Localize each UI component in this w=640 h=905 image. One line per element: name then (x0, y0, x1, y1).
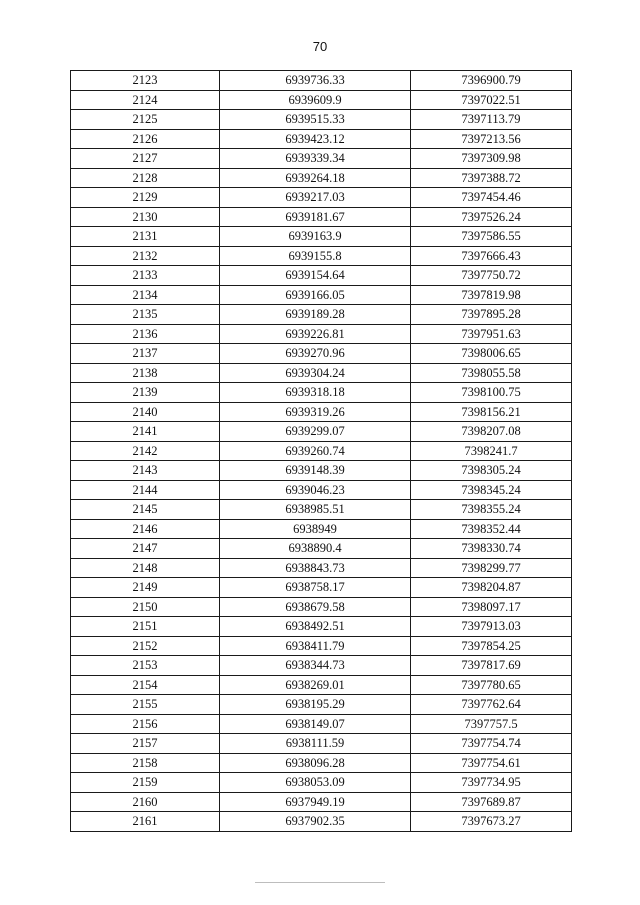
table-row (71, 344, 572, 364)
y-coordinate-cell: 7397854.25 (411, 636, 572, 656)
x-coordinate-cell: 6938195.29 (220, 695, 411, 715)
table-row (71, 519, 572, 539)
x-coordinate-cell: 6939154.64 (220, 266, 411, 286)
point-number-cell: 2149 (71, 578, 220, 598)
point-number-cell: 2144 (71, 480, 220, 500)
table-row (71, 773, 572, 793)
point-number-cell: 2123 (71, 71, 220, 91)
table-row (71, 753, 572, 773)
x-coordinate-cell: 6938890.4 (220, 539, 411, 559)
table-row (71, 246, 572, 266)
x-coordinate-cell: 6938758.17 (220, 578, 411, 598)
y-coordinate-cell: 7397586.55 (411, 227, 572, 247)
point-number-cell: 2161 (71, 812, 220, 832)
x-coordinate-cell: 6939181.67 (220, 207, 411, 227)
x-coordinate-cell: 6939155.8 (220, 246, 411, 266)
point-number-cell: 2134 (71, 285, 220, 305)
point-number-cell: 2152 (71, 636, 220, 656)
x-coordinate-cell: 6938269.01 (220, 675, 411, 695)
y-coordinate-cell: 7398100.75 (411, 383, 572, 403)
x-coordinate-cell: 6939423.12 (220, 129, 411, 149)
y-coordinate-cell: 7397309.98 (411, 149, 572, 169)
y-coordinate-cell: 7397113.79 (411, 110, 572, 130)
x-coordinate-cell: 6938111.59 (220, 734, 411, 754)
x-coordinate-cell: 6938053.09 (220, 773, 411, 793)
x-coordinate-cell: 6939304.24 (220, 363, 411, 383)
point-number-cell: 2130 (71, 207, 220, 227)
table-row (71, 129, 572, 149)
table-row (71, 207, 572, 227)
table-row (71, 812, 572, 832)
table-row (71, 422, 572, 442)
y-coordinate-cell: 7398330.74 (411, 539, 572, 559)
y-coordinate-cell: 7398204.87 (411, 578, 572, 598)
y-coordinate-cell: 7398299.77 (411, 558, 572, 578)
point-number-cell: 2135 (71, 305, 220, 325)
x-coordinate-cell: 6938411.79 (220, 636, 411, 656)
point-number-cell: 2158 (71, 753, 220, 773)
y-coordinate-cell: 7397750.72 (411, 266, 572, 286)
table-row (71, 714, 572, 734)
table-row (71, 461, 572, 481)
y-coordinate-cell: 7396900.79 (411, 71, 572, 91)
table-row (71, 383, 572, 403)
point-number-cell: 2150 (71, 597, 220, 617)
x-coordinate-cell: 6939318.18 (220, 383, 411, 403)
point-number-cell: 2140 (71, 402, 220, 422)
x-coordinate-cell: 6939736.33 (220, 71, 411, 91)
y-coordinate-cell: 7397526.24 (411, 207, 572, 227)
x-coordinate-cell: 6938149.07 (220, 714, 411, 734)
y-coordinate-cell: 7397817.69 (411, 656, 572, 676)
table-row (71, 558, 572, 578)
table-row (71, 734, 572, 754)
table-row (71, 578, 572, 598)
x-coordinate-cell: 6939264.18 (220, 168, 411, 188)
point-number-cell: 2126 (71, 129, 220, 149)
coordinates-table (70, 70, 572, 832)
y-coordinate-cell: 7397213.56 (411, 129, 572, 149)
point-number-cell: 2139 (71, 383, 220, 403)
point-number-cell: 2159 (71, 773, 220, 793)
point-number-cell: 2127 (71, 149, 220, 169)
y-coordinate-cell: 7397454.46 (411, 188, 572, 208)
x-coordinate-cell: 6939226.81 (220, 324, 411, 344)
x-coordinate-cell: 6938096.28 (220, 753, 411, 773)
point-number-cell: 2124 (71, 90, 220, 110)
x-coordinate-cell: 6939339.34 (220, 149, 411, 169)
x-coordinate-cell: 6939515.33 (220, 110, 411, 130)
table-row (71, 656, 572, 676)
table-row (71, 441, 572, 461)
y-coordinate-cell: 7397673.27 (411, 812, 572, 832)
point-number-cell: 2136 (71, 324, 220, 344)
point-number-cell: 2138 (71, 363, 220, 383)
x-coordinate-cell: 6939270.96 (220, 344, 411, 364)
x-coordinate-cell: 6938949 (220, 519, 411, 539)
y-coordinate-cell: 7397388.72 (411, 168, 572, 188)
point-number-cell: 2128 (71, 168, 220, 188)
bottom-divider (255, 882, 385, 883)
point-number-cell: 2155 (71, 695, 220, 715)
table-row (71, 266, 572, 286)
x-coordinate-cell: 6938679.58 (220, 597, 411, 617)
table-row (71, 675, 572, 695)
table-row (71, 636, 572, 656)
y-coordinate-cell: 7397689.87 (411, 792, 572, 812)
y-coordinate-cell: 7397666.43 (411, 246, 572, 266)
table-row (71, 149, 572, 169)
coordinates-table-body (71, 71, 572, 832)
table-row (71, 305, 572, 325)
point-number-cell: 2153 (71, 656, 220, 676)
point-number-cell: 2157 (71, 734, 220, 754)
y-coordinate-cell: 7397762.64 (411, 695, 572, 715)
x-coordinate-cell: 6939609.9 (220, 90, 411, 110)
point-number-cell: 2132 (71, 246, 220, 266)
y-coordinate-cell: 7397754.61 (411, 753, 572, 773)
table-row (71, 324, 572, 344)
x-coordinate-cell: 6939148.39 (220, 461, 411, 481)
y-coordinate-cell: 7397819.98 (411, 285, 572, 305)
point-number-cell: 2154 (71, 675, 220, 695)
table-row (71, 617, 572, 637)
point-number-cell: 2146 (71, 519, 220, 539)
table-row (71, 500, 572, 520)
table-row (71, 539, 572, 559)
table-row (71, 792, 572, 812)
table-row (71, 480, 572, 500)
page-number: 70 (312, 39, 328, 54)
x-coordinate-cell: 6939046.23 (220, 480, 411, 500)
point-number-cell: 2129 (71, 188, 220, 208)
y-coordinate-cell: 7398305.24 (411, 461, 572, 481)
y-coordinate-cell: 7398055.58 (411, 363, 572, 383)
point-number-cell: 2137 (71, 344, 220, 364)
x-coordinate-cell: 6939217.03 (220, 188, 411, 208)
y-coordinate-cell: 7397913.03 (411, 617, 572, 637)
y-coordinate-cell: 7398156.21 (411, 402, 572, 422)
x-coordinate-cell: 6939319.26 (220, 402, 411, 422)
y-coordinate-cell: 7398241.7 (411, 441, 572, 461)
point-number-cell: 2148 (71, 558, 220, 578)
point-number-cell: 2156 (71, 714, 220, 734)
y-coordinate-cell: 7397757.5 (411, 714, 572, 734)
x-coordinate-cell: 6937949.19 (220, 792, 411, 812)
x-coordinate-cell: 6939166.05 (220, 285, 411, 305)
y-coordinate-cell: 7398006.65 (411, 344, 572, 364)
y-coordinate-cell: 7397895.28 (411, 305, 572, 325)
table-row (71, 227, 572, 247)
y-coordinate-cell: 7397734.95 (411, 773, 572, 793)
point-number-cell: 2147 (71, 539, 220, 559)
point-number-cell: 2145 (71, 500, 220, 520)
point-number-cell: 2133 (71, 266, 220, 286)
point-number-cell: 2143 (71, 461, 220, 481)
point-number-cell: 2142 (71, 441, 220, 461)
point-number-cell: 2131 (71, 227, 220, 247)
y-coordinate-cell: 7398352.44 (411, 519, 572, 539)
x-coordinate-cell: 6938985.51 (220, 500, 411, 520)
y-coordinate-cell: 7397022.51 (411, 90, 572, 110)
table-row (71, 168, 572, 188)
table-row (71, 285, 572, 305)
table-row (71, 188, 572, 208)
x-coordinate-cell: 6939163.9 (220, 227, 411, 247)
y-coordinate-cell: 7397780.65 (411, 675, 572, 695)
point-number-cell: 2125 (71, 110, 220, 130)
x-coordinate-cell: 6939299.07 (220, 422, 411, 442)
x-coordinate-cell: 6939189.28 (220, 305, 411, 325)
x-coordinate-cell: 6938843.73 (220, 558, 411, 578)
x-coordinate-cell: 6939260.74 (220, 441, 411, 461)
y-coordinate-cell: 7397754.74 (411, 734, 572, 754)
table-row (71, 363, 572, 383)
table-row (71, 597, 572, 617)
point-number-cell: 2160 (71, 792, 220, 812)
y-coordinate-cell: 7398345.24 (411, 480, 572, 500)
y-coordinate-cell: 7398355.24 (411, 500, 572, 520)
point-number-cell: 2141 (71, 422, 220, 442)
table-row (71, 402, 572, 422)
table-row (71, 71, 572, 91)
y-coordinate-cell: 7397951.63 (411, 324, 572, 344)
y-coordinate-cell: 7398207.08 (411, 422, 572, 442)
x-coordinate-cell: 6938492.51 (220, 617, 411, 637)
point-number-cell: 2151 (71, 617, 220, 637)
x-coordinate-cell: 6938344.73 (220, 656, 411, 676)
table-row (71, 110, 572, 130)
table-row (71, 695, 572, 715)
y-coordinate-cell: 7398097.17 (411, 597, 572, 617)
table-row (71, 90, 572, 110)
x-coordinate-cell: 6937902.35 (220, 812, 411, 832)
